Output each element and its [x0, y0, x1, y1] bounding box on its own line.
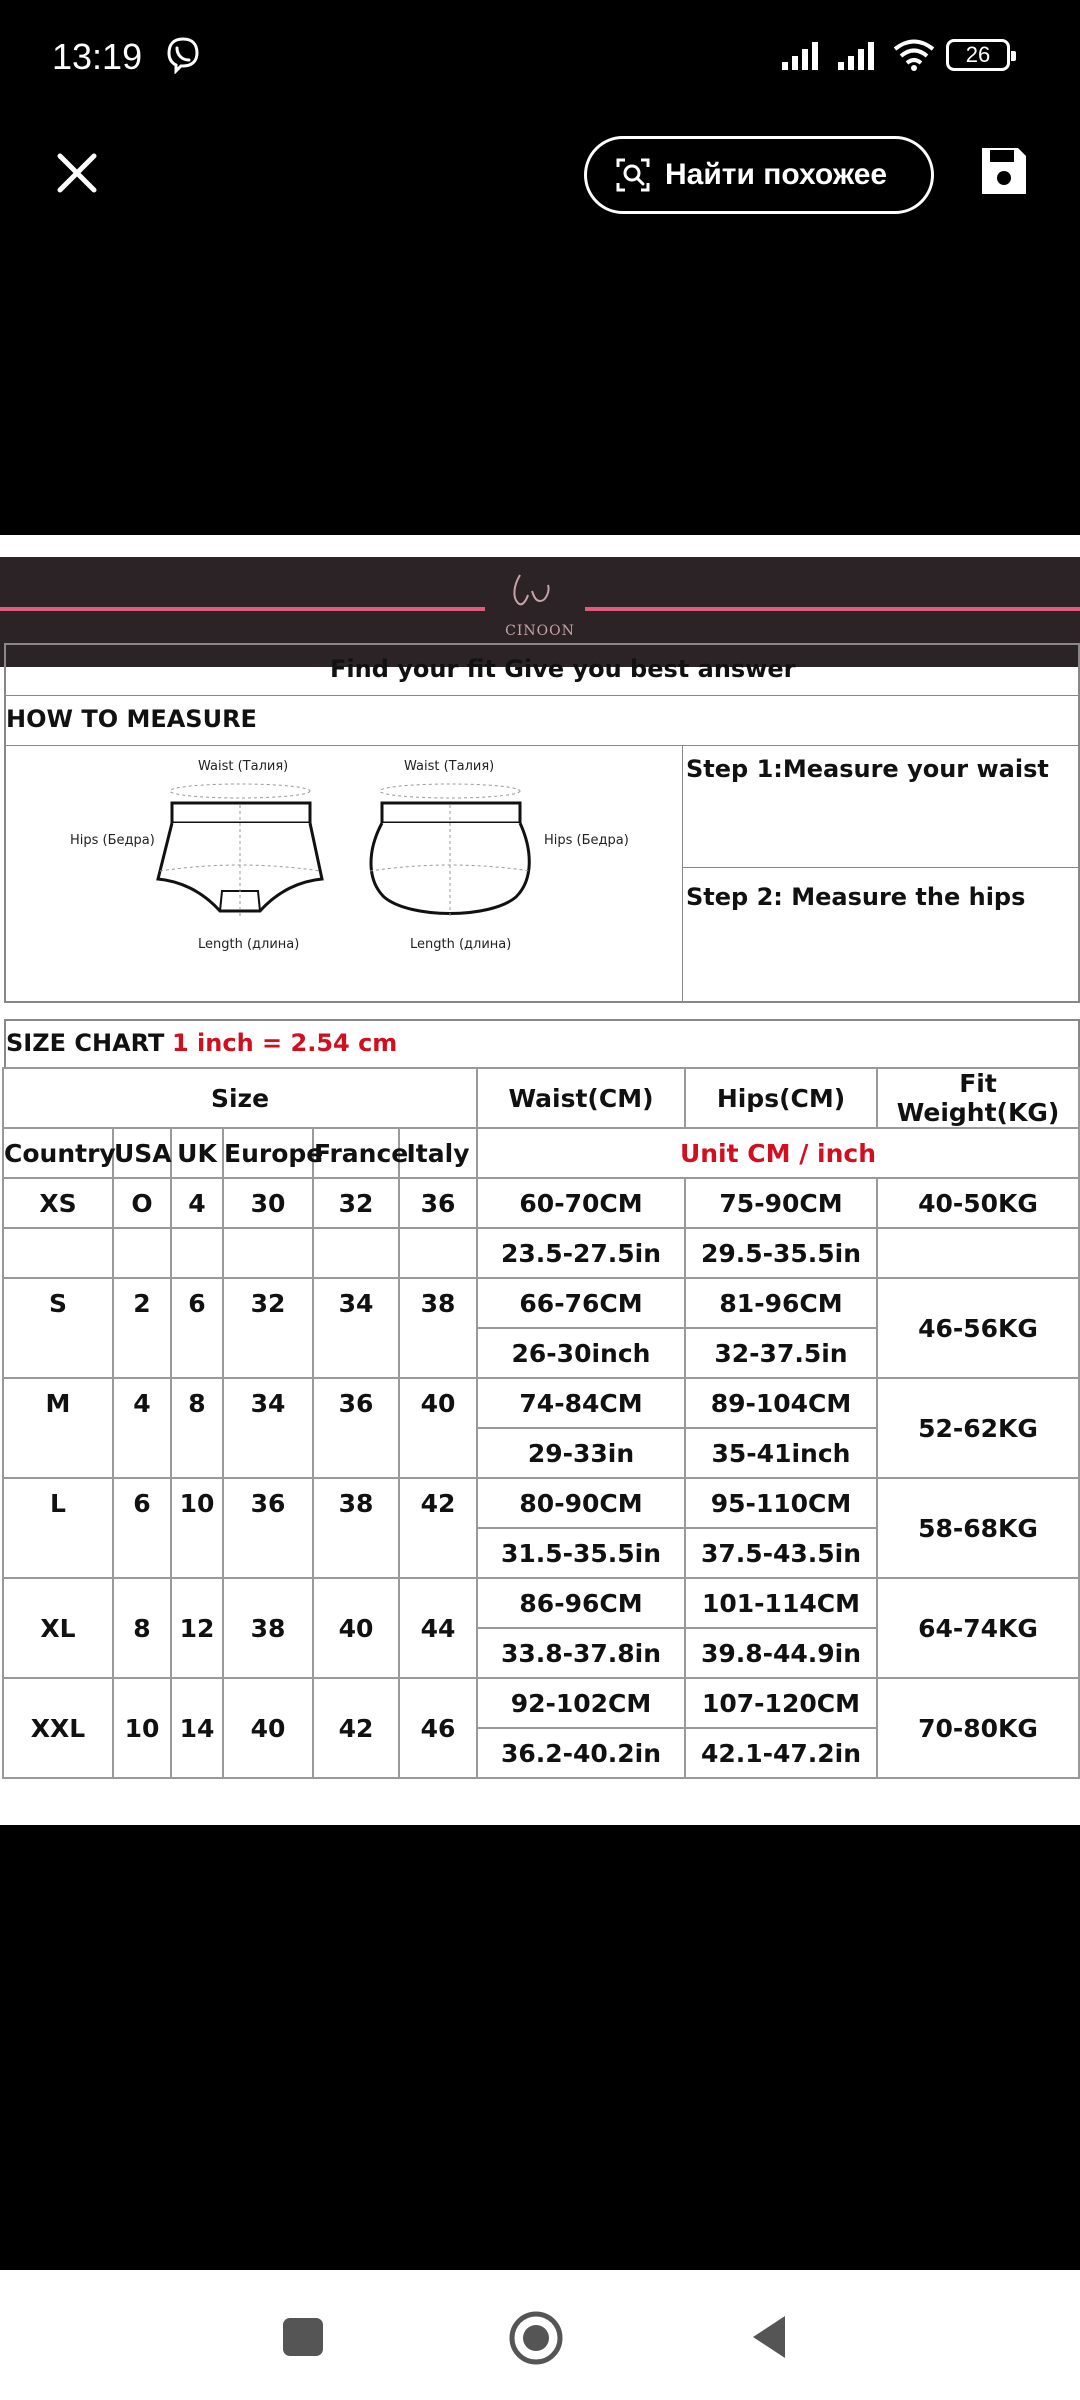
- viewer-top-bar: [0, 120, 1080, 230]
- cell-uk: 4: [171, 1178, 223, 1228]
- cell-hips-in: 32-37.5in: [685, 1328, 877, 1378]
- cell-weight: 70-80KG: [877, 1678, 1079, 1778]
- cell-waist-in: 29-33in: [477, 1428, 685, 1478]
- cell-hips-in: 29.5-35.5in: [685, 1228, 877, 1278]
- cell-usa: 2: [113, 1278, 171, 1378]
- status-icons: [780, 38, 1010, 72]
- cell-size: S: [3, 1278, 113, 1378]
- table-header-row: [3, 1068, 1079, 1128]
- lens-search-icon: [615, 157, 651, 193]
- brand-line-left: [0, 607, 485, 611]
- header-hips: Hips(CM): [685, 1068, 877, 1128]
- cell-uk: 14: [171, 1678, 223, 1778]
- cell-waist-cm: 86-96CM: [477, 1578, 685, 1628]
- cell-hips-in: 37.5-43.5in: [685, 1528, 877, 1578]
- table-row: [3, 1578, 1079, 1628]
- cell-italy: 44: [399, 1578, 477, 1678]
- cell-waist-cm: 66-76CM: [477, 1278, 685, 1328]
- cell-weight: 64-74KG: [877, 1578, 1079, 1678]
- cell-empty: [399, 1228, 477, 1278]
- chart-title: Find your fit Give you best answer: [330, 655, 796, 683]
- col-italy: Italy: [399, 1128, 477, 1178]
- cell-waist-in: 36.2-40.2in: [477, 1728, 685, 1778]
- unit-label: Unit CM / inch: [477, 1128, 1079, 1178]
- waist-label-2: Waist (Талия): [404, 759, 495, 774]
- table-row: [3, 1178, 1079, 1228]
- cell-weight: 46-56KG: [877, 1278, 1079, 1378]
- cell-waist-cm: 92-102CM: [477, 1678, 685, 1728]
- divider: [682, 745, 684, 1003]
- how-to-measure-heading: HOW TO MEASURE: [6, 705, 257, 733]
- hips-label-1: Hips (Бедра): [70, 833, 155, 848]
- cell-usa: 10: [113, 1678, 171, 1778]
- recents-button[interactable]: [283, 2318, 323, 2356]
- table-row: [3, 1478, 1079, 1528]
- step-1: Step 1:Measure your waist: [686, 755, 1049, 783]
- cell-waist-cm: 74-84CM: [477, 1378, 685, 1428]
- viewed-image[interactable]: [0, 535, 1080, 1825]
- find-similar-button[interactable]: [584, 136, 934, 214]
- cell-waist-in: 26-30inch: [477, 1328, 685, 1378]
- wifi-icon: [892, 38, 936, 72]
- cell-europe: 38: [223, 1578, 313, 1678]
- table-row: [3, 1228, 1079, 1278]
- cell-size: XXL: [3, 1678, 113, 1778]
- divider: [4, 695, 1080, 697]
- brand-line-right: [585, 607, 1080, 611]
- col-uk: UK: [171, 1128, 223, 1178]
- brand-name: CINOON: [505, 623, 575, 639]
- cell-europe: 34: [223, 1378, 313, 1478]
- signal-icon: [780, 38, 826, 72]
- cell-europe: 36: [223, 1478, 313, 1578]
- cell-france: 42: [313, 1678, 399, 1778]
- cell-waist-in: 33.8-37.8in: [477, 1628, 685, 1678]
- cell-waist-in: 31.5-35.5in: [477, 1528, 685, 1578]
- cell-size: L: [3, 1478, 113, 1578]
- cell-uk: 10: [171, 1478, 223, 1578]
- cell-usa: O: [113, 1178, 171, 1228]
- col-france: France: [313, 1128, 399, 1178]
- cell-uk: 8: [171, 1378, 223, 1478]
- size-chart-heading-box: [4, 1019, 1080, 1069]
- cell-usa: 6: [113, 1478, 171, 1578]
- home-button[interactable]: [508, 2310, 564, 2366]
- divider: [4, 745, 1080, 747]
- length-label-2: Length (длина): [410, 937, 512, 952]
- col-europe: Europe: [223, 1128, 313, 1178]
- cell-italy: 36: [399, 1178, 477, 1228]
- cell-italy: 38: [399, 1278, 477, 1378]
- cell-usa: 8: [113, 1578, 171, 1678]
- cell-france: 34: [313, 1278, 399, 1378]
- find-similar-label: Найти похожее: [665, 158, 888, 191]
- cell-italy: 42: [399, 1478, 477, 1578]
- hips-label-2: Hips (Бедра): [544, 833, 629, 848]
- cell-hips-cm: 95-110CM: [685, 1478, 877, 1528]
- header-waist: Waist(CM): [477, 1068, 685, 1128]
- cell-empty: [877, 1228, 1079, 1278]
- cell-france: 32: [313, 1178, 399, 1228]
- table-country-row: [3, 1128, 1079, 1178]
- cell-empty: [113, 1228, 171, 1278]
- cell-hips-cm: 107-120CM: [685, 1678, 877, 1728]
- waist-label-1: Waist (Талия): [198, 759, 289, 774]
- battery-indicator: [946, 39, 1010, 71]
- col-country: Country: [3, 1128, 113, 1178]
- cell-hips-in: 35-41inch: [685, 1428, 877, 1478]
- header-weight: Fit Weight(KG): [877, 1068, 1079, 1128]
- size-chart-label: SIZE CHART: [6, 1029, 165, 1057]
- cell-europe: 32: [223, 1278, 313, 1378]
- cell-italy: 40: [399, 1378, 477, 1478]
- cell-hips-in: 39.8-44.9in: [685, 1628, 877, 1678]
- cell-italy: 46: [399, 1678, 477, 1778]
- cell-weight: 58-68KG: [877, 1478, 1079, 1578]
- save-icon[interactable]: [978, 144, 1030, 198]
- cell-waist-cm: 60-70CM: [477, 1178, 685, 1228]
- cell-empty: [313, 1228, 399, 1278]
- brand-logo: [500, 567, 570, 617]
- viber-icon: [164, 36, 202, 74]
- col-usa: USA: [113, 1128, 171, 1178]
- table-row: [3, 1678, 1079, 1728]
- cell-hips-cm: 101-114CM: [685, 1578, 877, 1628]
- status-time: 13:19: [52, 36, 143, 77]
- cell-france: 36: [313, 1378, 399, 1478]
- table-row: [3, 1378, 1079, 1428]
- cell-hips-cm: 81-96CM: [685, 1278, 877, 1328]
- conversion-note: 1 inch = 2.54 cm: [172, 1029, 398, 1057]
- step-2: Step 2: Measure the hips: [686, 883, 1026, 911]
- length-label-1: Length (длина): [198, 937, 300, 952]
- divider: [682, 867, 1080, 869]
- cell-europe: 30: [223, 1178, 313, 1228]
- size-table: [2, 1067, 1080, 1779]
- status-bar: [0, 0, 1080, 115]
- brief-front-illustration: [150, 779, 330, 929]
- cell-size: M: [3, 1378, 113, 1478]
- cell-weight: 52-62KG: [877, 1378, 1079, 1478]
- battery-level: 26: [965, 42, 991, 67]
- system-nav-bar: [0, 2270, 1080, 2400]
- cell-france: 38: [313, 1478, 399, 1578]
- close-icon[interactable]: [52, 148, 102, 198]
- cell-france: 40: [313, 1578, 399, 1678]
- size-chart-image: [0, 557, 1080, 1810]
- cell-empty: [223, 1228, 313, 1278]
- cell-hips-cm: 75-90CM: [685, 1178, 877, 1228]
- cell-size: XS: [3, 1178, 113, 1228]
- cell-waist-in: 23.5-27.5in: [477, 1228, 685, 1278]
- cell-uk: 6: [171, 1278, 223, 1378]
- cell-usa: 4: [113, 1378, 171, 1478]
- cell-weight: 40-50KG: [877, 1178, 1079, 1228]
- cell-hips-cm: 89-104CM: [685, 1378, 877, 1428]
- header-size: Size: [3, 1068, 477, 1128]
- cell-empty: [171, 1228, 223, 1278]
- cell-size: XL: [3, 1578, 113, 1678]
- cell-uk: 12: [171, 1578, 223, 1678]
- cell-waist-cm: 80-90CM: [477, 1478, 685, 1528]
- brief-back-illustration: [360, 779, 540, 929]
- cell-hips-in: 42.1-47.2in: [685, 1728, 877, 1778]
- cell-europe: 40: [223, 1678, 313, 1778]
- signal-icon-2: [836, 38, 882, 72]
- cell-empty: [3, 1228, 113, 1278]
- back-button[interactable]: [747, 2312, 789, 2362]
- table-row: [3, 1278, 1079, 1328]
